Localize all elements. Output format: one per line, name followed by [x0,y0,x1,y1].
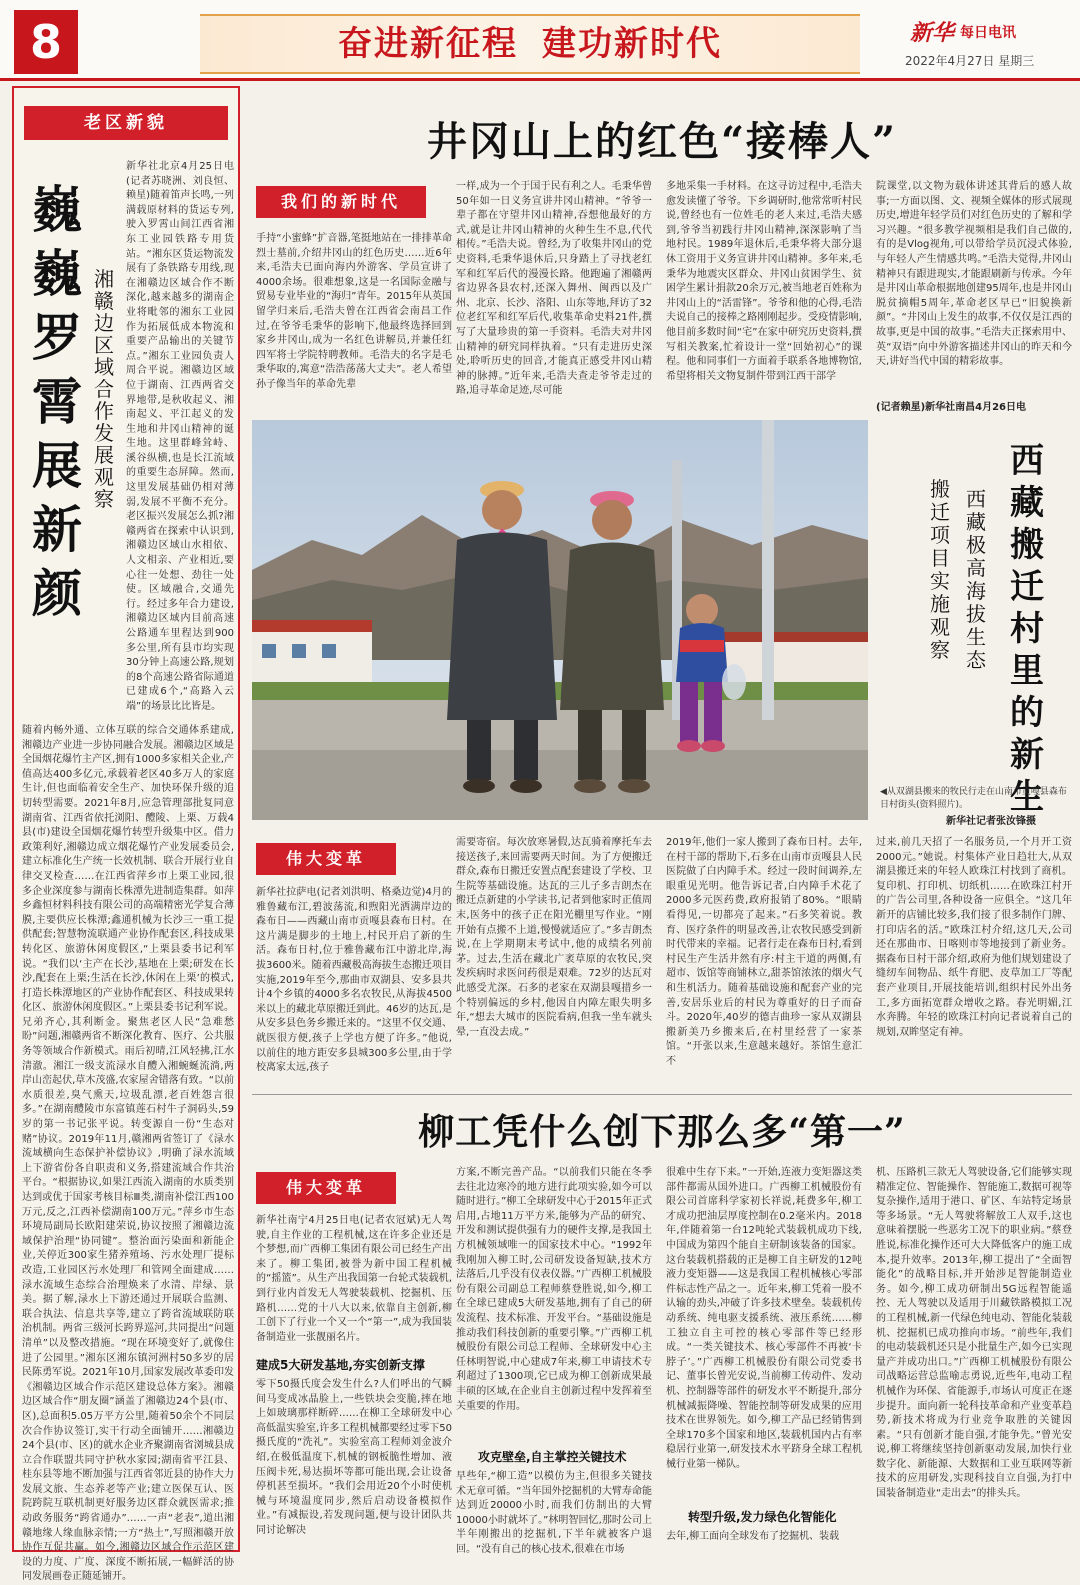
article-title: 巍巍罗霄展新颜 [32,181,82,623]
section-divider [252,1094,1072,1095]
page-number: 8 [14,10,78,74]
banner [200,14,860,74]
photo-illustration [252,420,868,820]
brand-logo: 新华 [910,20,955,46]
article-column: 2019年,他们一家人搬到了森布日村。去年,在村干部的帮助下,石多在山南市贡嘎县人民医院做了白内障手术。经过一段时间调养,左眼重见光明。他告诉记者,白内障手术花了2000多元医药费,政府报销了80%。“眼睛看得见,一切都亮了起来。”石多笑着说。教育、医疗条件的明显改善,让农牧民感受到新时代带来的幸福。记者行走在森布日村,看到村民生产生活井然有序:村主干道的两侧,有超市、饭馆等商铺林立,甜茶馆浓浓的烟火气和生机活力。随着基础设施和配套产业的完善,安居乐业后的村民为尊重好的日子而奋斗。2020年,40岁的德吉曲珍一家从双湖县搬新美乃乡搬来后,在村里经营了一家茶馆。“开张以来,生意越来越好。茶馆生意汇不 [666,837,862,1067]
article-column: 院课堂,以文物为载体讲述其背后的感人故事;一方面以图、文、视频全媒体的形式展现历史,增进年轻学员们对红色历史的了解和学习兴趣。“很多教学视频相是我们自己做的,有的是Vlog视角,可以带给学员沉浸式体验,与年轻人产生情感共鸣。”毛浩夫觉得,井冈山精神只有跟进现实,才能跟刷新与传承。今年是井冈山革命根据地创建95周年,也是井冈山脱贫摘帽5周年,革命老区早已“旧貌换新颜”。“井冈山上发生的故事,不仅仅是江西的故事,更是中国的故事。”毛浩夫正探索用中、英“双语”向中外游客描述井冈山的昨天和今天,讲好当代中国的精彩故事。 [876,181,1072,368]
section-label: 老区新貌 [24,106,228,140]
article-column: 新华社拉萨电(记者刘洪明、格桑边觉)4月的雅鲁藏布江,碧波荡流,和煦阳光洒满岸边的森布日——西藏山南市贡嘎县森布日村。在这片满是脚步的土地上,村民开启了新的生活。森布日村,位于雅鲁藏布江中游北岸,海拔3600米。随着西藏极高海拔生态搬迁项目实施,2019年至今,那曲市双湖县、安多县共计4个乡镇的4000多名农牧民,从海拔4500米以上的藏北草原搬迁到此。46岁的达瓦,是从安多县色务乡搬迁来的。“这里不仅交通、就医很方便,孩子上学也方便了许多。”他说,以前住的地方距安多县城300多公里,由于学校离家太远,孩子 [256,887,452,1074]
banner-slogan [200,16,860,72]
section-label: 伟大变革 [256,1172,396,1204]
article-column: 早些年,“柳工造”以模仿为主,但很多关键技术无章可循。“当年国外挖掘机的大臂寿命能达到近20000小时,而我们仿制出的大臂10000小时就坏了。”林明智回忆,那时公司上半年刚搬出的挖掘机,下半年就被客户退回。“没有自己的核心技术,很难在市场 [456,1471,652,1555]
article-column: 过来,前几天招了一名服务员,一个月开工资2000元。”她说。村集体产业日趋壮大,从双湖县搬迁来的年轻人欧珠江村找到了商机。复印机、打印机、切纸机……在欧珠江村开的广告公司里,各种设备一应俱全。“这几年新开的店铺比较多,我们接了很多制作门牌、打印店名的活。”欧珠江村介绍,这几天,公司还在那曲市、日喀则市等地接到了新业务。据森布日村干部介绍,政府为他们规划建设了缝纫车间物品、纸牛育肥、皮草加工厂等配套产业项目,开展技能培训,组织村民外出务工,多方面拓宽群众增收之路。春光明媚,江水奔腾。年轻的欧珠江村向记者说着自己的规划,双眸坚定有神。 [876,837,1072,1038]
article-lead: 新华社北京4月25日电(记者苏晓洲、刘良恒、赖星)随着笛声长鸣,一列满载原材料的货运专列,驶入罗霄山间江西省湘东工业园铁路专用货站。“湘东区货运物流发展有了条铁路专用线,现在湘赣边区域合作不断深化,越来越多的湖南企业将毗邻的湘东工业园作为拓展低成本物流和重要产品输出的关键节点。”湘东工业园负责人周合平说。湘赣边区域位于湖南、江西两省交界地带,是秋收起义、湘南起义、平江起义的发生地和井冈山精神的诞生地。这里群峰耸峙、溪谷纵横,也是长江流域的重要生态屏障。然而,这里发展基础仍相对薄弱,发展不平衡不充分。老区振兴发展怎么抓?湘赣两省在探索中认识到,湘赣边区域山水相依、人文相亲、产业相近,要心往一处想、劲往一处使。区域融合,交通先行。经过多年合力建设,湘赣边区域内目前高速公路通车里程达到900多公里,所有县市均实现30分钟上高速公路,规划的8个高速公路省际通道已建成6个,“高路入云端”的场景比比皆是。 [126,161,234,712]
left-article-frame [12,86,240,1583]
subheading: 建成5大研发基地,夯实创新支撑 [256,1358,425,1372]
photo-credit: 新华社记者张汝锋摄 [946,816,1036,827]
tibet-article-subtitle-b: 搬迁项目实施观察 [930,477,950,662]
article-column: 手持“小蜜蜂”扩音器,笔挺地站在一排排革命烈士墓前,介绍井冈山的红色历史……近6年来,毛浩夫已面向海内外游客、学员宣讲了4000余场。很难想象,这是一名国际金融与贸易专业毕业的“海归”青年。2015年从英国留学归来后,毛浩夫曾在江西省会南昌工作过,在爷爷毛秉华的影响下,他最终选择回到家乡井冈山,成为一名红色讲解员,并兼任红四军将士学院特聘教师。毛浩夫的名字是毛秉华取的,寓意“浩浩荡荡大丈夫”。老人希望孙子像当年的革命先辈 [256,233,452,390]
banner-part-1: 奋进新征程 [338,24,518,64]
section-label: 伟大变革 [256,843,396,875]
header-rule [0,78,1080,81]
article-column: 新华社南宁4月25日电(记者农冠斌)无人驾驶,自主作业的工程机械,这在许多企业还是个梦想,而广西柳工集团有限公司已经生产出来了。柳工集团,被誉为新中国工程机械的“摇篮”。从生产出我国第一台轮式装载机,到行业内首发无人驾驶装载机、挖掘机、压路机……党的十八大以来,依靠自主创新,柳工创下了行业一个又一个“第一”,成为我国装备制造业一张靓丽名片。 [256,1215,452,1343]
tibet-article-title: 西藏搬迁村里的新生 [1010,441,1044,817]
tibet-article-subtitle-a: 西藏极高海拔生态 [966,487,986,672]
article-column: 需要寄宿。每次放寒暑假,达瓦骑着摩托车去接送孩子,来回需要两天时间。为了方便搬迁群众,森布日搬迁安置点配套建设了学校、卫生院等基础设施。达瓦的三儿子多吉朗杰在搬迁点新建的小学读书,记者到他家时正值周末,医务中的孩子正在阳光棚里写作业。“刚开始有点搬不上道,慢慢就适应了。”多吉朗杰说,在上学期期末考试中,他的成绩名列前茅。过去,生活在藏北广袤草原的农牧民,突发疾病时求医问药很是艰难。72岁的达瓦对此感受尤深。石多的老家在双湖县嘎措乡一个特别偏远的乡村,他因自内障左眼失明多年,“想去大城市的医院看病,但我一坐车就头晕,一直没去成。” [456,837,652,1038]
banner-part-2: 建功新时代 [542,24,722,64]
photo-caption: ◀从双湖县搬来的牧民行走在山南市贡嘎县森布日村街头(资料照片)。 [880,787,1067,810]
article-subtitle: 湘赣边区域合作发展观察 [94,267,114,511]
article-body: 随着内畅外通、立体互联的综合交通体系建成,湘赣边产业进一步协同融合发展。湘赣边区域是全国烟花爆竹主产区,拥有1000多家相关企业,产值高达400多亿元,承载着老区40多万人的家庭生计,但也面临着安全生产、加快环保升级的追切转型需要。2021年8月,应急管理部批复同意湖南省、江西省依托浏阳、醴陵、上栗、万载4县(市)建设全国烟花爆竹转型升级集中区。借力政策利好,湘赣边成立烟花爆竹产业发展委员会,建立标准化生产统一长效机制、联合开展行业自律交叉检查……在江西省萍乡市上栗工业园,很多企业深度参与湖南长株潭先进制造集群。如萍乡鑫恒材料科技有限公司的高端精密光学复合薄膜,主要供应长株潭;鑫通机械为长沙三一重工提供配套;智慧物流联通产业协作配套区,科技成果转化区、旅游休闲度假区,“上栗县委书记利军说。“我们以‘主产在长沙,基地在上栗;研发在长沙,配套在上栗;生活在长沙,休闲在上栗’的模式,打造长株潭地区的产业协作配套区、科技成果转化区、旅游休闲度假区。”上栗县委书记利军说。兄弟齐心,其利断金。聚焦老区人民“急难愁盼”问题,湘赣两省不断深化教育、医疗、公共服务等领域合作新模式。雨后初晴,江风轻拂,江水清澈。湘江一级支流渌水自醴入湘蜿蜒流淌,两岸山峦起伏,草木茂盛,农家屋舍错落有致。“以前水质很差,臭气熏天,垃圾乱漂,老百姓怨言很多。”在湖南醴陵市东富镇莲石村牛子洞码头,59岁的第一书记张平说。转变源自一份“生态对赌”协议。2019年11月,赣湘两省签订了《渌水流域横向生态保护补偿协议》,明确了渌水流域上下游省份各自职责和义务,搭建流域合作共治平台。“根据协议,如果江西流入湖南的水质类别达到或优于国家考核目标Ⅲ类,湖南补偿江西100万元,反之,江西补偿湖南100万元。”萍乡市生态环境局副局长欧阳建荣说,协议按照了湘赣边流域保护治理“协同键”。整治面污染面和新能企业,关停近300家生猪养殖场、污水处理厂提标改造,工业园区污水处理厂和管网全面建成……渌水流域生态综合治理焕来了水清、岸绿、景美。据了解,渌水上下游还通过开展联合监测、联合执法、信息共享等,建立了跨省流域联防联治机制。两省三级河长跨界巡河,共同提出“问题清单”以及整改措施。“现在环境变好了,就像住进了公园里。”湘东区湘东镇河洲村50多岁的居民陈勇军说。2021年10月,国家发展改革委印发《湘赣边区域合作示范区建设总体方案》。湘赣边区域合作“朋友圈”涵盖了湘赣边24个县(市、区),总面积5.05万平方公里,随着50余个不同层次合作协议签订,实干行动全面铺开……湘赣边24个县(市、区)的就水企业齐聚湖南省浏城县成立合作联盟共同守护秋水家园;湖南省平江县、桂东县等地不断加强与江西省邻近县的协作大力发展文旅、生态养老等产业;建立医保互认、医院跨院互联机制更好服务边区群众就医需求;推动政务服务“跨省通办”……一声“老表”,道出湘赣地缘人缘血脉亲情;一方“热土”,写照湘赣开放协作互促共赢。如今,湘赣边区域合作示范区建设的力度、广度、深度不断拓展,一幅鲜活的协同发展画卷正随延铺开。 [22,725,234,1583]
issue-date: 2022年4月27日 星期三 [905,54,1035,68]
article-column: 机、压路机三款无人驾驶设备,它们能够实现精准定位、智能操作、智能施工,数据可视等复杂操作,适用于港口、矿区、车站特定场景等多场景。“无人驾驶将解放工人双手,这也意味着摆脱一些恶劣工况下的职业病。”蔡登胜说,标准化操作还可大大降低客户的施工成本,提升效率。2013年,柳工提出了“全面智能化”的战略目标,并开始涉足智能制造业务。如今,柳工成功研制出5G远程智能遥控、无人驾驶以及适用于川藏铁路模拟工况的工程机械,新一代绿色纯电动、智能化装载机、挖掘机已成功推向市场。“前些年,我们的电动装载机还只是小批量生产,如今已实现量产并成功出口。”广西柳工机械股份有限公司战略运营总监喻志勇说,近些年,电动工程机械作为环保、省能源手,市场认可度正在逐步提升。面向新一轮科技革命和产业变革趋势,新技术将成为行业竞争取胜的关键因素。“只有创新才能自强,才能争先。”曾光安说,柳工将继续坚持创新驱动发展,加快行业数字化、新能源、大数据和工业互联网等新技术的应用研发,实现科技自立自强,为打中国装备制造业“走出去”的排头兵。 [876,1167,1072,1500]
brand-subtitle: 每日电讯 [960,25,1016,41]
article-column: 很难中生存下来。”一开始,连液力变矩器这类部件都需从国外进口。广西柳工机械股份有限公司首席科学家初长祥说,耗费多年,柳工才成功把油层厚度控制在0.2毫米内。2018年,伴随着第一台12吨轮式装载机成功下线,中国成为第四个能自主研制该装备的国家。这台装载机搭载的正是柳工自主研发的12吨液力变矩器——这是我国工程机械核心零部件标志性产品之一。近年来,柳工凭着一股不认输的劲头,冲破了许多技术壁垒。装载机传动系统、纯电驱支援系统、液压系统……柳工独立自主可控的核心零部件等已经形成。“一类关键技术、核心零部件不再被‘卡脖子’。”广西柳工机械股份有限公司党委书记、董事长曾光安说,当前柳工传动件、发动机、控制器等部件的研发水平不断提升,部分机械减振降噪、智能控制等研发成果的应用技术在世界领先。如今,柳工产品已经销售到全球170多个国家和地区,装载机国内占有率稳居行业第一,研发技术水平跻身全球工程机械行业第一梯队。 [666,1167,862,1470]
section-label: 我们的新时代 [256,186,426,218]
news-photo [252,420,868,820]
article-column: 一样,成为一个于国于民有利之人。毛秉华曾50年如一日义务宣讲井冈山精神。“爷爷一辈子都在守望井冈山精神,吞想他最好的方式,就是让井冈山精神的火种生生不息,代代相传。”毛浩夫说。曾经,为了收集井冈山的党史资料,毛秉华退休后,只身踏上了寻找老红军和红军后代的漫漫长路。他跑遍了湘赣两省边界各县农村,还深入舞州、闽西以及广州、北京、长沙、洛阳、山东等地,拜访了32位老红军和红军后代,收集革命史料21件,撰写了大量珍贵的第一手资料。毛浩夫对井冈山精神的研究同样执着。“只有走进历史深处,聆听历史的回音,才能真正感受井冈山精神的脉搏。”近年来,毛浩夫查走爷爷走过的路,追寻革命足迹,尽可能 [456,181,652,397]
article-column: 去年,柳工面向全球发布了挖掘机、装载 [666,1531,840,1542]
headline-liugong: 柳工凭什么创下那么多“第一” [418,1111,906,1153]
article-column: 零下50摄氏度会发生什么?人们呼出的气瞬间马变成冰晶脸上,一些铁块会变脆,摔在地上如玻璃那样断碎……在柳工全球研发中心高低温实验室,许多工程机械都要经过零下50摄氏度的“洗礼”。实验室高工程师刘金波介绍,在极低温度下,机械的钢板脆性增加、液压阀卡死,易达损坏等都可能出现,会让设备停机甚至损坏。“我们会用近20个小时使机械与环境温度同步,然后启动设备模拟作业。”有减振设,若发现问题,便与设计团队共同讨论解决 [256,1379,452,1536]
subheading: 转型升级,发力绿色化智能化 [688,1510,837,1524]
subheading: 攻克壁垒,自主掌控关键技术 [478,1450,627,1464]
article-column: 方案,不断完善产品。“以前我们只能在冬季去往北边寒冷的地方进行此项实验,如今可以随时进行。”柳工全球研发中心于2015年正式启用,占地11万平方米,能够为产品的研究、开发和测试提供强有力的硬件支撑,是我国土方机械领域唯一的国家技术中心。“1992年我刚加入柳工时,公司研发设备短缺,技术方法落后,几乎没有仪表仪器。”广西柳工机械股份有限公司副总工程师蔡登胜说,如今,柳工在全球已建成5大研发基地,拥有了自己的研发流程、技术标准、开发平台。“基础设施是推动我们科技创新的重要引擎。”广西柳工机械股份有限公司总工程师、全球研发中心主任林明智说,中心建成7年来,柳工申请技术专利超过了1300项,它已成为柳工创新成果最丰硕的区域,在企业自主创新过程中发挥着至关重要的作用。 [456,1167,652,1412]
article-column: 多地采集一手材料。在这寻访过程中,毛浩夫愈发读懂了爷爷。下乡调研时,他常常听村民说,曾经也有一位姓毛的老人来过,毛浩夫感到,爷爷当初践行井冈山精神,深深影响了当地村民。1989年退休后,毛秉华将大部分退休工资用于义务宣讲井冈山精神。多年来,毛秉华为地震灾区群众、井冈山贫困学生、贫困学生累计捐款20余万元,被当地老百姓称为井冈山上的“活雷锋”。爷爷和他的心得,毛浩夫说自己的接棒之路刚刚起步。受疫情影响,他目前多数时间“宅”在家中研究历史资料,撰写相关教案,忙着设计一堂“回始初心”的课程。他和同事们一方面着手联系各地博物馆,希望将相关文物复制件带到江西干部学 [666,181,862,382]
article-signoff: (记者赖星)新华社南昌4月26日电 [876,402,1027,413]
headline-jinggangshan: 井冈山上的红色“接棒人” [426,118,897,165]
